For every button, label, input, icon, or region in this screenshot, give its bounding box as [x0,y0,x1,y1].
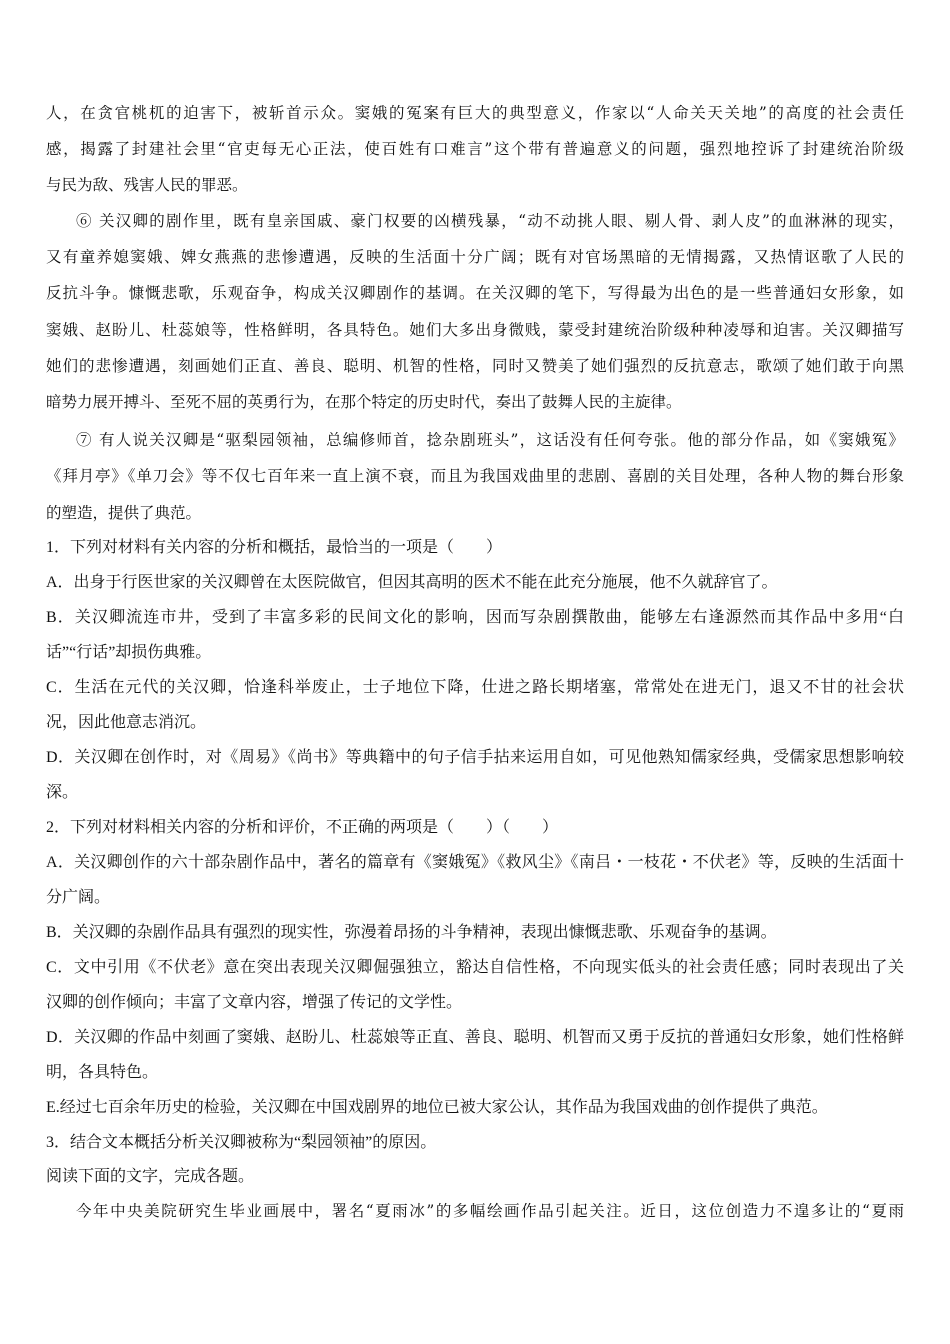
paragraph-line: 与民为敌、残害人民的罪恶。 [46,176,248,194]
question-2-option-d-cont: 明，各具特色。 [46,1064,159,1081]
question-1-option-c-cont: 况，因此他意志消沉。 [46,714,207,731]
paragraph-7-first-line: ⑦ 有人说关汉卿是“驱梨园领袖，总编修师首，捻杂剧班头”，这话没有任何夸张。他的部分作品，如《窦娥冤》 [76,431,904,449]
paragraph-line: 人，在贪官桃杌的迫害下，被斩首示众。窦娥的冤案有巨大的典型意义，作家以“人命关天关地”的高度的社会责任 [46,104,904,122]
question-2-option-b: B．关汉卿的杂剧作品具有强烈的现实性，弥漫着昂扬的斗争精神，表现出慷慨悲歌、乐观奋争的基调。 [46,924,777,941]
paragraph-line: 窦娥、赵盼儿、杜蕊娘等，性格鲜明，各具特色。她们大多出身微贱，蒙受封建统治阶级种种凌辱和迫害。关汉卿描写 [46,321,904,339]
paragraph-line: 《拜月亭》《单刀会》等不仅七百年来一直上演不衰，而且为我国戏曲里的悲剧、喜剧的关目处理，各种人物的舞台形象 [46,467,904,485]
paragraph-line: 暗势力展开搏斗、至死不屈的英勇行为，在那个特定的历史时代，奏出了鼓舞人民的主旋律。 [46,393,682,411]
question-1-option-a: A．出身于行医世家的关汉卿曾在太医院做官，但因其高明的医术不能在此充分施展，他不久就辞官了。 [46,574,778,591]
question-2-option-e: E.经过七百余年历史的检验，关汉卿在中国戏剧界的地位已被大家公认，其作品为我国戏曲的创作提供了典范。 [46,1099,828,1116]
paragraph-line: 的塑造，提供了典范。 [46,504,202,522]
question-1-option-b-cont: 话”“行话”却损伤典雅。 [46,644,212,661]
question-1-option-d: D．关汉卿在创作时，对《周易》《尚书》等典籍中的句子信手拈来运用自如，可见他熟知儒家经典，受儒家思想影响较 [46,749,904,766]
question-2-option-c-cont: 汉卿的创作倾向；丰富了文章内容，增强了传记的文学性。 [46,994,463,1011]
passage-first-line: 今年中央美院研究生毕业画展中，署名“夏雨冰”的多幅绘画作品引起关注。近日，这位创造力不遑多让的“夏雨 [76,1202,904,1220]
paragraph-6-first-line: ⑥ 关汉卿的剧作里，既有皇亲国戚、豪门权要的凶横残暴，“动不动挑人眼、剔人骨、剥人皮”的血淋淋的现实， [76,212,904,230]
question-1-option-b: B．关汉卿流连市井，受到了丰富多彩的民间文化的影响，因而写杂剧撰散曲，能够左右逢源然而其作品中多用“白 [46,609,904,626]
question-2-option-a: A．关汉卿创作的六十部杂剧作品中，著名的篇章有《窦娥冤》《救风尘》《南吕・一枝花・不伏老》等，反映的生活面十 [46,854,904,871]
reading-instruction: 阅读下面的文字，完成各题。 [46,1168,255,1185]
question-1-option-c: C．生活在元代的关汉卿，恰逢科举废止，士子地位下降，仕进之路长期堵塞，常常处在进无门，退又不甘的社会状 [46,679,904,696]
question-2-option-a-cont: 分广阔。 [46,889,111,906]
question-2-option-d: D．关汉卿的作品中刻画了窦娥、赵盼儿、杜蕊娘等正直、善良、聪明、机智而又勇于反抗的普通妇女形象，她们性格鲜 [46,1029,904,1046]
paragraph-line: 反抗斗争。慷慨悲歌，乐观奋争，构成关汉卿剧作的基调。在关汉卿的笔下，写得最为出色的是一些普通妇女形象，如 [46,284,904,302]
paragraph-line: 她们的悲惨遭遇，刻画她们正直、善良、聪明、机智的性格，同时又赞美了她们强烈的反抗意志，歌颂了她们敢于向黑 [46,357,904,375]
question-2-stem: 2．下列对材料相关内容的分析和评价，不正确的两项是（ ）（ ） [46,819,559,836]
question-1-option-d-cont: 深。 [46,784,79,801]
paragraph-line: 感，揭露了封建社会里“官吏每无心正法，使百姓有口难言”这个带有普遍意义的问题，强烈地控诉了封建统治阶级 [46,140,904,158]
question-1-stem: 1．下列对材料有关内容的分析和概括，最恰当的一项是（ ） [46,539,503,556]
paragraph-line: 又有童养媳窦娥、婢女燕燕的悲惨遭遇，反映的生活面十分广阔；既有对官场黑暗的无情揭露，又热情讴歌了人民的 [46,248,904,266]
question-2-option-c: C．文中引用《不伏老》意在突出表现关汉卿倔强独立，豁达自信性格，不向现实低头的社会责任感；同时表现出了关 [46,959,904,976]
question-3-stem: 3．结合文本概括分析关汉卿被称为“梨园领袖”的原因。 [46,1134,437,1151]
